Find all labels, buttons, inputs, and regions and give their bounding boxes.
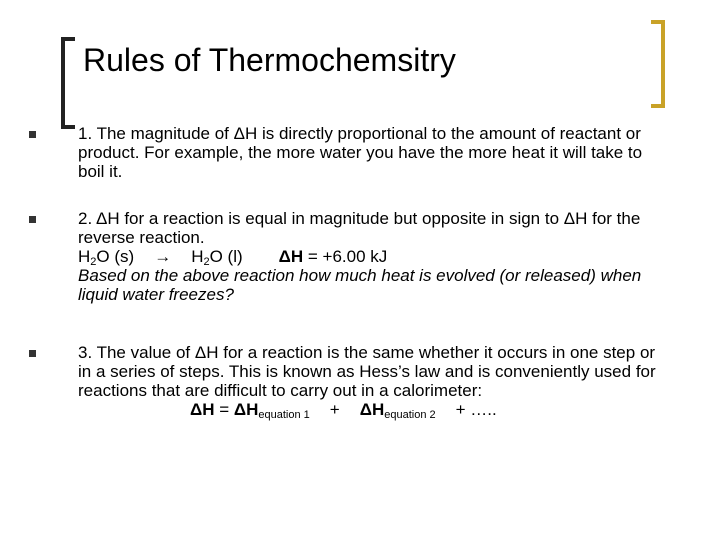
hess-tail: + ….. xyxy=(455,400,497,419)
hess-delta-h-1: ΔH xyxy=(233,400,259,419)
water-formula-h: H xyxy=(78,247,91,266)
title-bracket-right xyxy=(651,20,665,108)
bullet-marker-2 xyxy=(29,216,36,223)
water-solid-state: O (s) xyxy=(96,247,135,266)
rule-1-text: 1. The magnitude of ΔH is directly proportional to the amount of reactant or product. For example, the more water you have the more heat it will take to boil it. xyxy=(78,124,643,181)
hess-delta-h-2: ΔH xyxy=(359,400,385,419)
rule-2-equation xyxy=(78,247,668,266)
hess-law-equation xyxy=(78,400,668,419)
rule-3-text: 3. The value of ΔH for a reaction is the same whether it occurs in one step or in a series of steps. This is known as Hess’s law and is conveniently used for reactions that are difficult to carry out in a calorimeter: xyxy=(78,343,656,400)
water-subscript-2: 2 xyxy=(203,256,210,268)
hess-delta-h: ΔH xyxy=(190,400,215,419)
bullet-marker-3 xyxy=(29,350,36,357)
enthalpy-value: = +6.00 kJ xyxy=(307,247,388,266)
title-bracket-left xyxy=(61,37,75,129)
rule-2 xyxy=(78,209,668,304)
water-liquid-state: O (l) xyxy=(209,247,243,266)
hess-plus-1: + xyxy=(329,400,340,419)
reaction-arrow-icon: → xyxy=(154,247,172,266)
rule-1 xyxy=(78,124,668,181)
water-formula-h-2: H xyxy=(191,247,204,266)
slide-title: Rules of Thermochemsitry xyxy=(83,42,456,78)
rule-2-text: 2. ΔH for a reaction is equal in magnitude but opposite in sign to ΔH for the reverse reaction. xyxy=(78,209,641,247)
hess-subscript-1: equation 1 xyxy=(258,409,310,421)
delta-h-symbol: ΔH xyxy=(278,247,304,266)
water-subscript: 2 xyxy=(90,256,97,268)
bullet-marker-1 xyxy=(29,131,36,138)
hess-subscript-2: equation 2 xyxy=(384,409,436,421)
rule-2-question: Based on the above reaction how much heat is evolved (or released) when liquid water freezes? xyxy=(78,266,642,304)
hess-equals: = xyxy=(219,400,230,419)
rule-3 xyxy=(78,343,668,419)
